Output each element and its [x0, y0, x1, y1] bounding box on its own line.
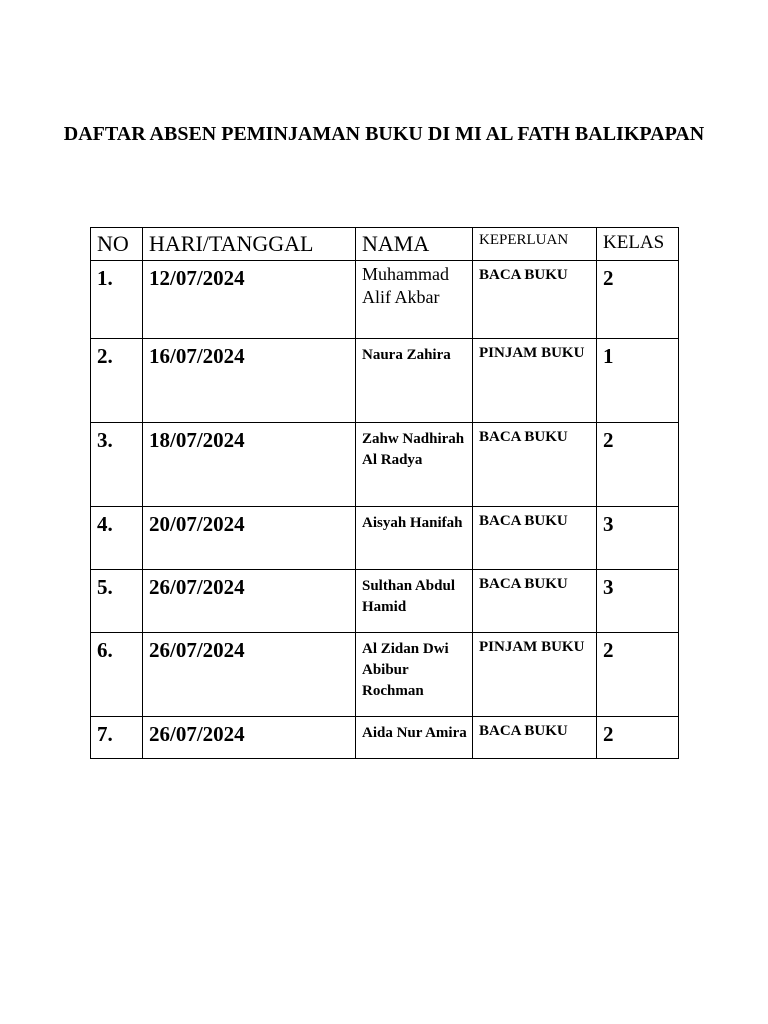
row-date: 12/07/2024: [143, 261, 356, 339]
row-class: 3: [597, 570, 679, 633]
header-purpose: KEPERLUAN: [473, 228, 597, 261]
table-row: [91, 507, 679, 570]
row-purpose: BACA BUKU: [473, 507, 597, 570]
row-class: 2: [597, 261, 679, 339]
row-date: 26/07/2024: [143, 717, 356, 759]
row-number: 6.: [91, 633, 143, 717]
header-no: NO: [91, 228, 143, 261]
table-row: [91, 339, 679, 423]
table-row: [91, 423, 679, 507]
row-number: 1.: [91, 261, 143, 339]
row-date: 20/07/2024: [143, 507, 356, 570]
row-class: 2: [597, 633, 679, 717]
row-name: Al Zidan Dwi Abibur Rochman: [356, 633, 473, 717]
header-date: HARI/TANGGAL: [143, 228, 356, 261]
row-class: 2: [597, 423, 679, 507]
row-number: 3.: [91, 423, 143, 507]
row-number: 4.: [91, 507, 143, 570]
row-number: 7.: [91, 717, 143, 759]
row-number: 2.: [91, 339, 143, 423]
table-row: [91, 261, 679, 339]
row-name: Naura Zahira: [356, 339, 473, 423]
row-number: 5.: [91, 570, 143, 633]
row-name: Sulthan Abdul Hamid: [356, 570, 473, 633]
row-class: 2: [597, 717, 679, 759]
table-header-row: [91, 228, 679, 261]
row-purpose: BACA BUKU: [473, 423, 597, 507]
row-purpose: BACA BUKU: [473, 570, 597, 633]
row-date: 26/07/2024: [143, 570, 356, 633]
row-name: Aida Nur Amira: [356, 717, 473, 759]
row-date: 16/07/2024: [143, 339, 356, 423]
row-purpose: BACA BUKU: [473, 717, 597, 759]
row-date: 26/07/2024: [143, 633, 356, 717]
header-class: KELAS: [597, 228, 679, 261]
row-name: Muhammad Alif Akbar: [356, 261, 473, 339]
row-name: Zahw Nadhirah Al Radya: [356, 423, 473, 507]
page-title: DAFTAR ABSEN PEMINJAMAN BUKU DI MI AL FATH BALIKPAPAN: [63, 123, 705, 145]
attendance-table: [90, 227, 679, 759]
row-name: Aisyah Hanifah: [356, 507, 473, 570]
table-row: [91, 633, 679, 717]
table-row: [91, 717, 679, 759]
row-purpose: PINJAM BUKU: [473, 633, 597, 717]
row-class: 1: [597, 339, 679, 423]
row-purpose: BACA BUKU: [473, 261, 597, 339]
header-name: NAMA: [356, 228, 473, 261]
table-row: [91, 570, 679, 633]
row-purpose: PINJAM BUKU: [473, 339, 597, 423]
row-class: 3: [597, 507, 679, 570]
row-date: 18/07/2024: [143, 423, 356, 507]
